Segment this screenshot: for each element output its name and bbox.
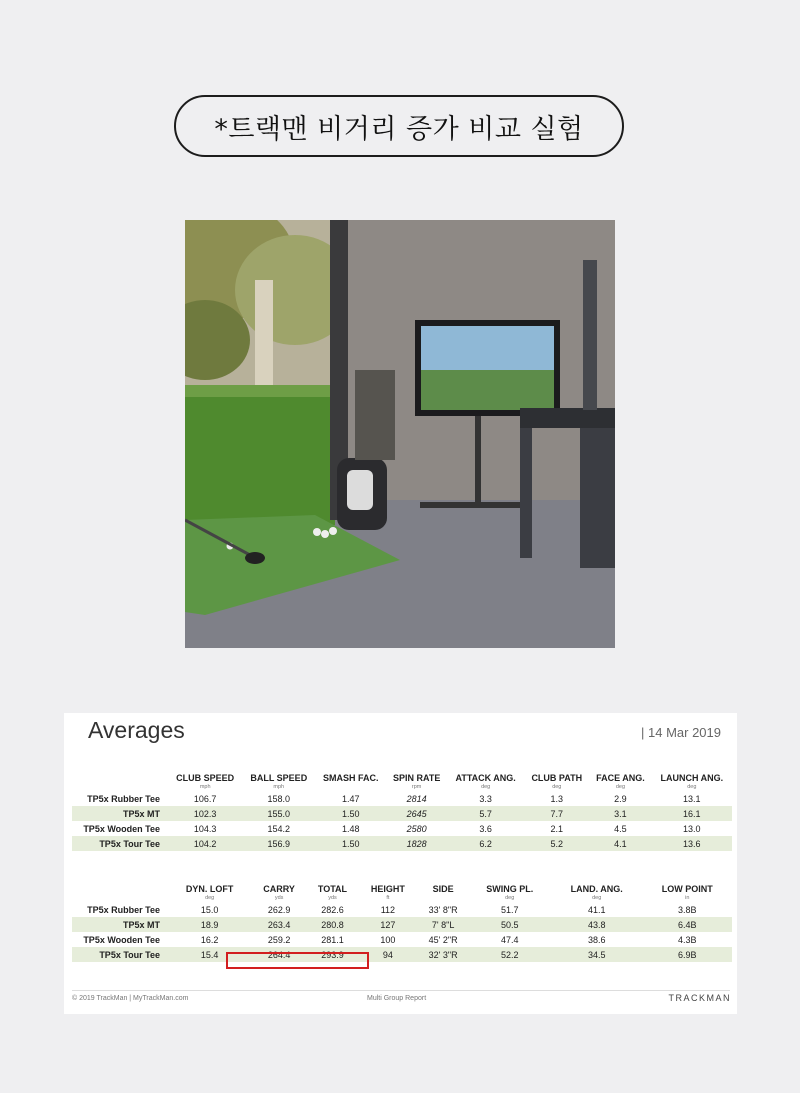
table-cell: 262.9 <box>267 904 291 915</box>
row-label: TP5x MT <box>72 917 168 932</box>
column-unit: deg <box>481 784 491 790</box>
table-cell: 6.4B <box>642 917 732 932</box>
highlight-box <box>226 952 369 969</box>
table-row <box>72 791 732 806</box>
table-cell: 280.8 <box>307 917 358 932</box>
golf-simulator-photo <box>185 220 615 648</box>
row-label: TP5x Rubber Tee <box>87 793 160 804</box>
report-date: | 14 Mar 2019 <box>641 725 721 740</box>
row-label: TP5x Rubber Tee <box>87 904 160 915</box>
column-unit <box>418 894 469 902</box>
averages-table-flight <box>72 882 732 962</box>
column-unit: yds <box>274 895 284 901</box>
table-cell: 4.3B <box>677 934 697 945</box>
column-header: LAUNCH ANG. <box>660 773 724 783</box>
column-header: TOTAL <box>317 884 348 894</box>
table-cell: 293.9 <box>307 947 358 962</box>
table-cell: 2814 <box>406 793 427 804</box>
column-header: DYN. LOFT <box>185 884 234 894</box>
table-cell: 1828 <box>386 836 447 851</box>
column-header: LOW POINT <box>661 884 713 894</box>
column-header: CLUB SPEED <box>176 773 235 783</box>
table-cell: 104.3 <box>193 823 217 834</box>
footer-copyright: © 2019 TrackMan | MyTrackMan.com <box>72 995 189 1002</box>
table-cell: 3.1 <box>589 806 651 821</box>
table-row <box>72 947 732 962</box>
page-heading: *트랙맨 비거리 증가 비교 실험 <box>174 95 624 157</box>
table-header-row <box>72 771 732 783</box>
table-cell: 4.1 <box>589 836 651 851</box>
table-unit-row <box>72 894 732 902</box>
table-cell: 3.3 <box>479 793 492 804</box>
table-cell: 1.50 <box>315 806 386 821</box>
table-cell: 52.2 <box>469 947 551 962</box>
table-cell: 50.5 <box>469 917 551 932</box>
column-unit: deg <box>205 895 215 901</box>
table-row <box>72 806 732 821</box>
column-unit: rpm <box>411 784 422 790</box>
table-cell: 5.7 <box>447 806 524 821</box>
column-header: LAND. ANG. <box>570 884 623 894</box>
table-cell: 2.9 <box>614 793 627 804</box>
table-cell: 18.9 <box>168 917 251 932</box>
table-cell: 2645 <box>386 806 447 821</box>
table-cell: 106.7 <box>193 793 217 804</box>
table-cell: 16.2 <box>200 934 219 945</box>
table-cell: 13.1 <box>683 793 701 804</box>
table-cell: 5.2 <box>524 836 589 851</box>
table-cell: 33' 8"R <box>428 904 458 915</box>
averages-table-launch <box>72 771 732 851</box>
column-header: SMASH FAC. <box>323 773 379 783</box>
column-header: FACE ANG. <box>596 773 645 783</box>
table-cell: 1.50 <box>315 836 386 851</box>
footer-report-type: Multi Group Report <box>367 995 427 1002</box>
column-unit: ft <box>386 895 390 901</box>
table-cell: 7.7 <box>524 806 589 821</box>
table-cell: 104.2 <box>168 836 242 851</box>
table-cell: 155.0 <box>242 806 315 821</box>
table-cell: 158.0 <box>267 793 291 804</box>
table-cell: 3.8B <box>677 904 697 915</box>
table-cell: 156.9 <box>242 836 315 851</box>
table-cell: 263.4 <box>251 917 307 932</box>
table-cell: 282.6 <box>321 904 344 915</box>
table-cell: 154.2 <box>267 823 291 834</box>
column-unit: yds <box>328 895 337 901</box>
column-header: HEIGHT <box>370 884 405 894</box>
table-cell: 127 <box>358 917 418 932</box>
table-cell: 47.4 <box>500 934 519 945</box>
footer-divider <box>72 990 730 991</box>
column-unit <box>315 783 386 791</box>
table-cell: 112 <box>380 904 396 915</box>
table-cell: 3.6 <box>479 823 492 834</box>
table-cell: 1.47 <box>341 793 360 804</box>
table-cell: 34.5 <box>551 947 643 962</box>
column-unit: mph <box>273 784 285 790</box>
row-label: TP5x Tour Tee <box>72 836 168 851</box>
table-cell: 13.0 <box>683 823 701 834</box>
table-row <box>72 902 732 917</box>
table-cell: 15.0 <box>200 904 219 915</box>
column-header: SWING PL. <box>486 884 534 894</box>
trackman-averages-report <box>64 713 737 1014</box>
table-cell: 259.2 <box>267 934 291 945</box>
row-label: TP5x MT <box>72 806 168 821</box>
column-header: CARRY <box>263 884 295 894</box>
table-row <box>72 836 732 851</box>
table-cell: 4.5 <box>614 823 627 834</box>
table-row <box>72 932 732 947</box>
column-header: SIDE <box>432 884 454 894</box>
table-cell: 1.48 <box>341 823 360 834</box>
table-cell: 1.3 <box>550 793 564 804</box>
column-header: SPIN RATE <box>392 773 441 783</box>
table-cell: 264.4 <box>251 947 307 962</box>
table-cell: 38.6 <box>587 934 606 945</box>
table-cell: 281.1 <box>321 934 344 945</box>
table-cell: 32' 3"R <box>418 947 469 962</box>
trackman-logo-text: TRACKMAN <box>668 993 731 1003</box>
column-header: BALL SPEED <box>250 773 308 783</box>
table-cell: 6.2 <box>447 836 524 851</box>
table-cell: 45' 2"R <box>428 934 458 945</box>
row-label: TP5x Tour Tee <box>72 947 168 962</box>
table-cell: 6.9B <box>642 947 732 962</box>
table-cell: 94 <box>358 947 418 962</box>
table-header-row <box>72 882 732 894</box>
report-title: Averages <box>88 717 185 743</box>
column-unit: deg <box>687 784 697 790</box>
table-cell: 2580 <box>406 823 427 834</box>
column-unit: in <box>685 895 690 901</box>
table-cell: 16.1 <box>652 806 732 821</box>
table-cell: 43.8 <box>551 917 643 932</box>
column-unit: mph <box>199 784 211 790</box>
column-unit: deg <box>505 895 515 901</box>
photo-illustration <box>185 220 615 648</box>
table-row <box>72 917 732 932</box>
row-label: TP5x Wooden Tee <box>83 823 160 834</box>
table-cell: 15.4 <box>168 947 251 962</box>
column-unit: deg <box>615 784 626 790</box>
table-cell: 2.1 <box>550 823 564 834</box>
table-unit-row <box>72 783 732 791</box>
row-label: TP5x Wooden Tee <box>83 934 160 945</box>
column-header: ATTACK ANG. <box>455 773 516 783</box>
table-cell: 7' 8"L <box>418 917 469 932</box>
column-header: CLUB PATH <box>531 773 583 783</box>
table-cell: 100 <box>380 934 396 945</box>
table-cell: 51.7 <box>500 904 519 915</box>
table-cell: 41.1 <box>587 904 606 915</box>
column-unit: deg <box>592 895 602 901</box>
column-unit: deg <box>552 784 562 790</box>
table-cell: 102.3 <box>168 806 242 821</box>
table-row <box>72 821 732 836</box>
table-cell: 13.6 <box>652 836 732 851</box>
